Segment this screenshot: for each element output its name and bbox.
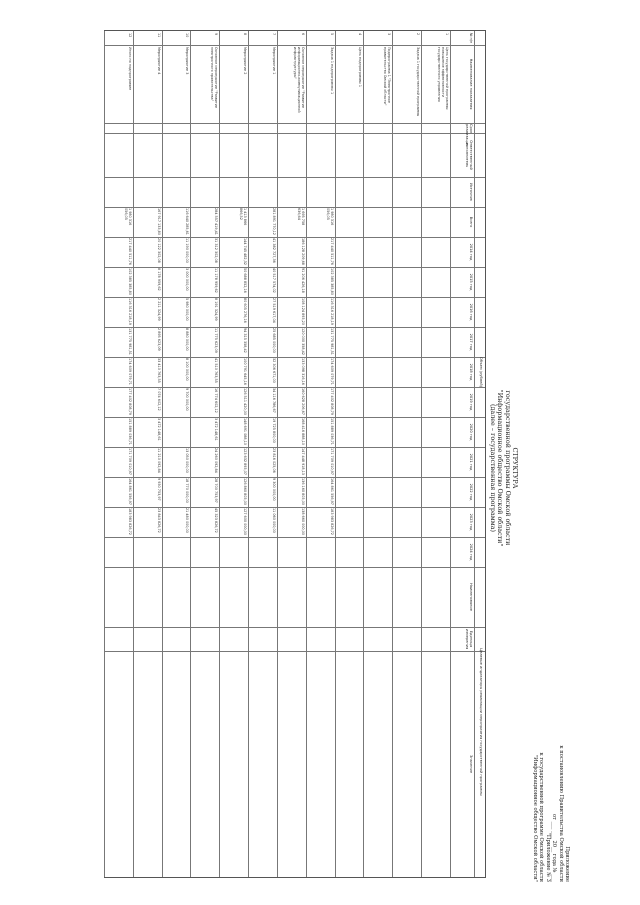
amount-cell: 171 709 010,97 bbox=[127, 448, 132, 475]
amount-cell: 167 917 133,80 bbox=[156, 208, 161, 235]
amount-cell: 100 791 645,16 bbox=[243, 358, 248, 385]
column-header: Срок реализации bbox=[464, 124, 473, 147]
amount-cell: 11 775 623,09 bbox=[214, 328, 219, 353]
amount-cell: 1 695 758 636,64 bbox=[296, 208, 305, 226]
amount-cell: 5 980 000,00 bbox=[185, 298, 190, 321]
amount-cell: 91 206 426,18 bbox=[300, 268, 305, 293]
amount-cell: 80 605 276,16 bbox=[243, 298, 248, 323]
amount-cell: 11 178 959,62 bbox=[214, 268, 219, 293]
amount-cell: 18 770 000,00 bbox=[185, 478, 190, 503]
amount-cell: 19 725 800,00 bbox=[272, 418, 276, 443]
amount-cell: 116 316 218,19 bbox=[329, 298, 334, 325]
amount-cell: 186 128 209,68 bbox=[300, 238, 305, 265]
amount-cell: 217 440 511,76 bbox=[329, 238, 334, 265]
header-line-1: Приложение bbox=[564, 846, 570, 882]
amount-cell: 94 315 358,42 bbox=[243, 328, 248, 353]
row-divider bbox=[133, 31, 134, 877]
amount-cell: 120 000 358,42 bbox=[300, 328, 305, 355]
amount-cell: 23 816 025,06 bbox=[272, 448, 276, 473]
amount-cell: 16 774 602,12 bbox=[214, 388, 219, 413]
amount-cell: 9 300 000,00 bbox=[272, 478, 276, 501]
amount-cell: 147 448 918,13 bbox=[300, 448, 305, 475]
amount-cell: 9 700 000,00 bbox=[185, 388, 190, 411]
amount-cell: 41 510 763,55 bbox=[214, 358, 219, 383]
column-header: Всего bbox=[469, 216, 473, 228]
column-header: 2023 год bbox=[469, 513, 473, 531]
column-header: 2018 год bbox=[469, 363, 473, 381]
amount-cell: 32 306 671,00 bbox=[272, 358, 276, 383]
amount-cell: 116 640 285,61 bbox=[185, 208, 190, 235]
row-name: Итого по подпрограмме bbox=[127, 47, 132, 91]
amount-cell: 133 098 316,16 bbox=[300, 358, 305, 385]
header-line-5: к государственной программе Омской области bbox=[538, 752, 545, 882]
amount-cell: 126 860 803,00 bbox=[243, 478, 248, 505]
amount-cell: 25 685 000,00 bbox=[272, 328, 276, 353]
amount-cell: 171 709 010,97 bbox=[329, 448, 334, 475]
row-name: Мероприятие 2 bbox=[243, 47, 248, 75]
amount-cell: 11 190 000,00 bbox=[185, 238, 190, 263]
amount-cell: 160 628 206,67 bbox=[300, 388, 305, 415]
row-divider bbox=[219, 31, 220, 877]
amount-cell: 116 316 218,19 bbox=[127, 298, 132, 325]
amount-cell: 3 472 148,61 bbox=[214, 418, 219, 441]
row-number: 9 bbox=[214, 33, 219, 36]
amount-cell: 24 260 092,84 bbox=[214, 448, 219, 473]
amount-cell: 1 980 316 056,05 bbox=[123, 208, 132, 226]
title-line-3: "Информационное общество Омской области" bbox=[496, 389, 505, 547]
row-number: 2 bbox=[416, 33, 421, 36]
row-number: 1 bbox=[445, 33, 449, 36]
row-number: 5 bbox=[329, 33, 334, 36]
amount-cell: 177 402 808,79 bbox=[127, 388, 132, 415]
row-number: 12 bbox=[127, 33, 132, 38]
amount-cell: 183 983 826,72 bbox=[329, 508, 334, 535]
column-header: 2022 год bbox=[469, 483, 473, 501]
amount-cell: 1 980 316 056,05 bbox=[325, 208, 334, 226]
row-name: Цель подпрограммы 1 bbox=[358, 47, 363, 88]
row-number: 4 bbox=[358, 33, 363, 36]
amount-cell: 174 609 079,71 bbox=[127, 358, 132, 385]
structure-table bbox=[104, 30, 486, 878]
amount-cell: 177 402 808,79 bbox=[329, 388, 334, 415]
amount-cell: 108 124 893,20 bbox=[300, 298, 305, 325]
amount-cell: 34 116 786,67 bbox=[272, 388, 276, 413]
column-header: 2016 год bbox=[469, 303, 473, 321]
column-header: 2024 год bbox=[469, 543, 473, 561]
row-divider bbox=[104, 31, 105, 877]
amount-cell: 3 000 000,00 bbox=[185, 268, 190, 291]
header-divider bbox=[450, 31, 451, 877]
header-line-2: к постановлению Правительства Омской области bbox=[557, 745, 564, 882]
amount-cell: 284 557 419,41 bbox=[214, 208, 219, 235]
amount-cell: 138 660 000,00 bbox=[300, 508, 305, 535]
rotated-sheet bbox=[100, 18, 570, 886]
amount-cell: 217 440 511,76 bbox=[127, 238, 132, 265]
column-header: 2021 год bbox=[469, 453, 473, 471]
amount-cell: 126 511 420,00 bbox=[243, 388, 248, 415]
row-divider bbox=[421, 31, 422, 877]
amount-cell: 13 050 000,00 bbox=[185, 448, 190, 473]
amount-cell: 136 160 803,00 bbox=[300, 478, 305, 505]
approval-header bbox=[532, 622, 570, 882]
column-header: Источник bbox=[469, 183, 473, 201]
amount-cell: 131 775 981,51 bbox=[329, 328, 334, 355]
row-divider bbox=[248, 31, 249, 877]
amount-cell: 11 210 092,84 bbox=[156, 448, 161, 473]
header-line-4: "Приложение № 3 bbox=[544, 832, 551, 882]
row-name: Цель государственной программы: повышение эффективности государственного управления bbox=[437, 47, 449, 111]
amount-cell: 45 323 826,72 bbox=[214, 508, 219, 533]
title-line-4: (далее – государственная программа) bbox=[488, 403, 497, 533]
row-divider bbox=[277, 31, 278, 877]
header-divider bbox=[474, 31, 475, 877]
amount-cell: 8 191 324,99 bbox=[214, 298, 219, 321]
row-divider bbox=[306, 31, 307, 877]
header-line-6: "Информационное общество Омской области" bbox=[531, 754, 538, 882]
column-header: 2019 год bbox=[469, 393, 473, 411]
row-number: 10 bbox=[185, 33, 190, 38]
amount-cell: 50 688 852,16 bbox=[243, 268, 248, 293]
amount-cell: 102 385 385,80 bbox=[127, 268, 132, 295]
column-header: 2017 год bbox=[469, 333, 473, 351]
amount-cell: 3 472 148,61 bbox=[156, 418, 161, 441]
finance-group-header: Объем (рублей) bbox=[479, 357, 483, 387]
amount-cell: 31 312 302,08 bbox=[214, 238, 219, 263]
amount-cell: 40 517 574,02 bbox=[272, 268, 276, 293]
column-header: Ответственный исполнитель bbox=[464, 140, 473, 170]
row-name: Мероприятие 4 bbox=[156, 47, 161, 75]
row-divider bbox=[335, 31, 336, 877]
amount-cell: 281 891 770,12 bbox=[272, 208, 276, 235]
amount-cell: 27 519 617,04 bbox=[272, 298, 276, 323]
amount-cell: 33 410 763,55 bbox=[156, 358, 161, 383]
row-name: Задача 1 подпрограммы 1 bbox=[329, 47, 334, 95]
row-number: 6 bbox=[300, 33, 305, 36]
amount-cell: 174 609 079,71 bbox=[329, 358, 334, 385]
column-header: Наименование bbox=[469, 583, 473, 611]
amount-cell: 164 861 556,97 bbox=[329, 478, 334, 505]
amount-cell: 127 600 000,00 bbox=[243, 508, 248, 535]
amount-cell: 102 385 385,80 bbox=[329, 268, 334, 295]
amount-cell: 151 889 036,71 bbox=[127, 418, 132, 445]
indicators-group-header: Целевые индикаторы реализации мероприятия государственной программы bbox=[479, 648, 483, 796]
column-header: 2014 год bbox=[469, 243, 473, 261]
amount-cell: 8 178 959,62 bbox=[156, 268, 161, 291]
amount-cell: 20 122 302,08 bbox=[156, 238, 161, 263]
title-line-2: государственной программы Омской области bbox=[503, 390, 512, 546]
amount-cell: 23 843 826,72 bbox=[156, 508, 161, 533]
row-name: Задача 1 государственной программы bbox=[416, 47, 421, 117]
amount-cell: 183 983 826,72 bbox=[127, 508, 132, 535]
header-line-3: от ___ ___ 20__ года № ___ bbox=[551, 813, 558, 882]
amount-cell: 151 889 036,71 bbox=[329, 418, 334, 445]
title-line-1: СТРУКТУРА bbox=[511, 447, 519, 489]
column-header: Единица измерения bbox=[464, 628, 473, 650]
amount-cell: 9 930 753,97 bbox=[156, 478, 161, 501]
row-number: 3 bbox=[387, 33, 392, 36]
row-divider bbox=[191, 31, 192, 877]
amount-cell: 168 416 888,10 bbox=[300, 418, 305, 445]
amount-cell: 8 100 000,00 bbox=[185, 358, 190, 381]
row-number: 11 bbox=[156, 33, 161, 38]
amount-cell: 1 413 866 866,52 bbox=[239, 208, 248, 226]
amount-cell: 164 861 556,97 bbox=[127, 478, 132, 505]
amount-cell: 2 895 623,09 bbox=[156, 328, 161, 351]
amount-cell: 123 632 893,07 bbox=[243, 448, 248, 475]
row-name: Мероприятие 1 bbox=[272, 47, 276, 75]
column-header: 2015 год bbox=[469, 273, 473, 291]
amount-cell: 144 745 482,32 bbox=[243, 238, 248, 265]
column-header: Значение bbox=[469, 754, 473, 774]
document-title bbox=[488, 318, 518, 618]
amount-cell: 2 211 324,99 bbox=[156, 298, 161, 321]
amount-cell: 7 074 602,12 bbox=[156, 388, 161, 411]
row-name: Мероприятие 3 bbox=[185, 47, 190, 75]
row-divider bbox=[392, 31, 393, 877]
row-number: 7 bbox=[272, 33, 276, 36]
row-divider bbox=[162, 31, 163, 877]
amount-cell: 21 480 000,00 bbox=[185, 508, 190, 533]
amount-cell: 8 880 000,00 bbox=[185, 328, 190, 351]
amount-cell: 11 060 000,00 bbox=[272, 508, 276, 533]
row-name: Основное мероприятие "Развитие электронного правительства" bbox=[210, 47, 219, 109]
column-header: Наименование показателя bbox=[469, 58, 473, 110]
amount-cell: 28 700 753,97 bbox=[214, 478, 219, 503]
amount-cell: 131 775 981,51 bbox=[127, 328, 132, 355]
row-name: Подпрограмма 1 "Электронное правительство Омской области" bbox=[383, 47, 392, 106]
column-header: 2020 год bbox=[469, 423, 473, 441]
row-divider bbox=[364, 31, 365, 877]
column-header: № п/п bbox=[469, 32, 473, 44]
amount-cell: 148 691 088,10 bbox=[243, 418, 248, 445]
amount-cell: 41 382 727,36 bbox=[272, 238, 276, 263]
row-number: 8 bbox=[243, 33, 248, 36]
row-name: Основное мероприятие "Развитие информационно-коммуникационной инфраструктуры" bbox=[292, 47, 305, 113]
